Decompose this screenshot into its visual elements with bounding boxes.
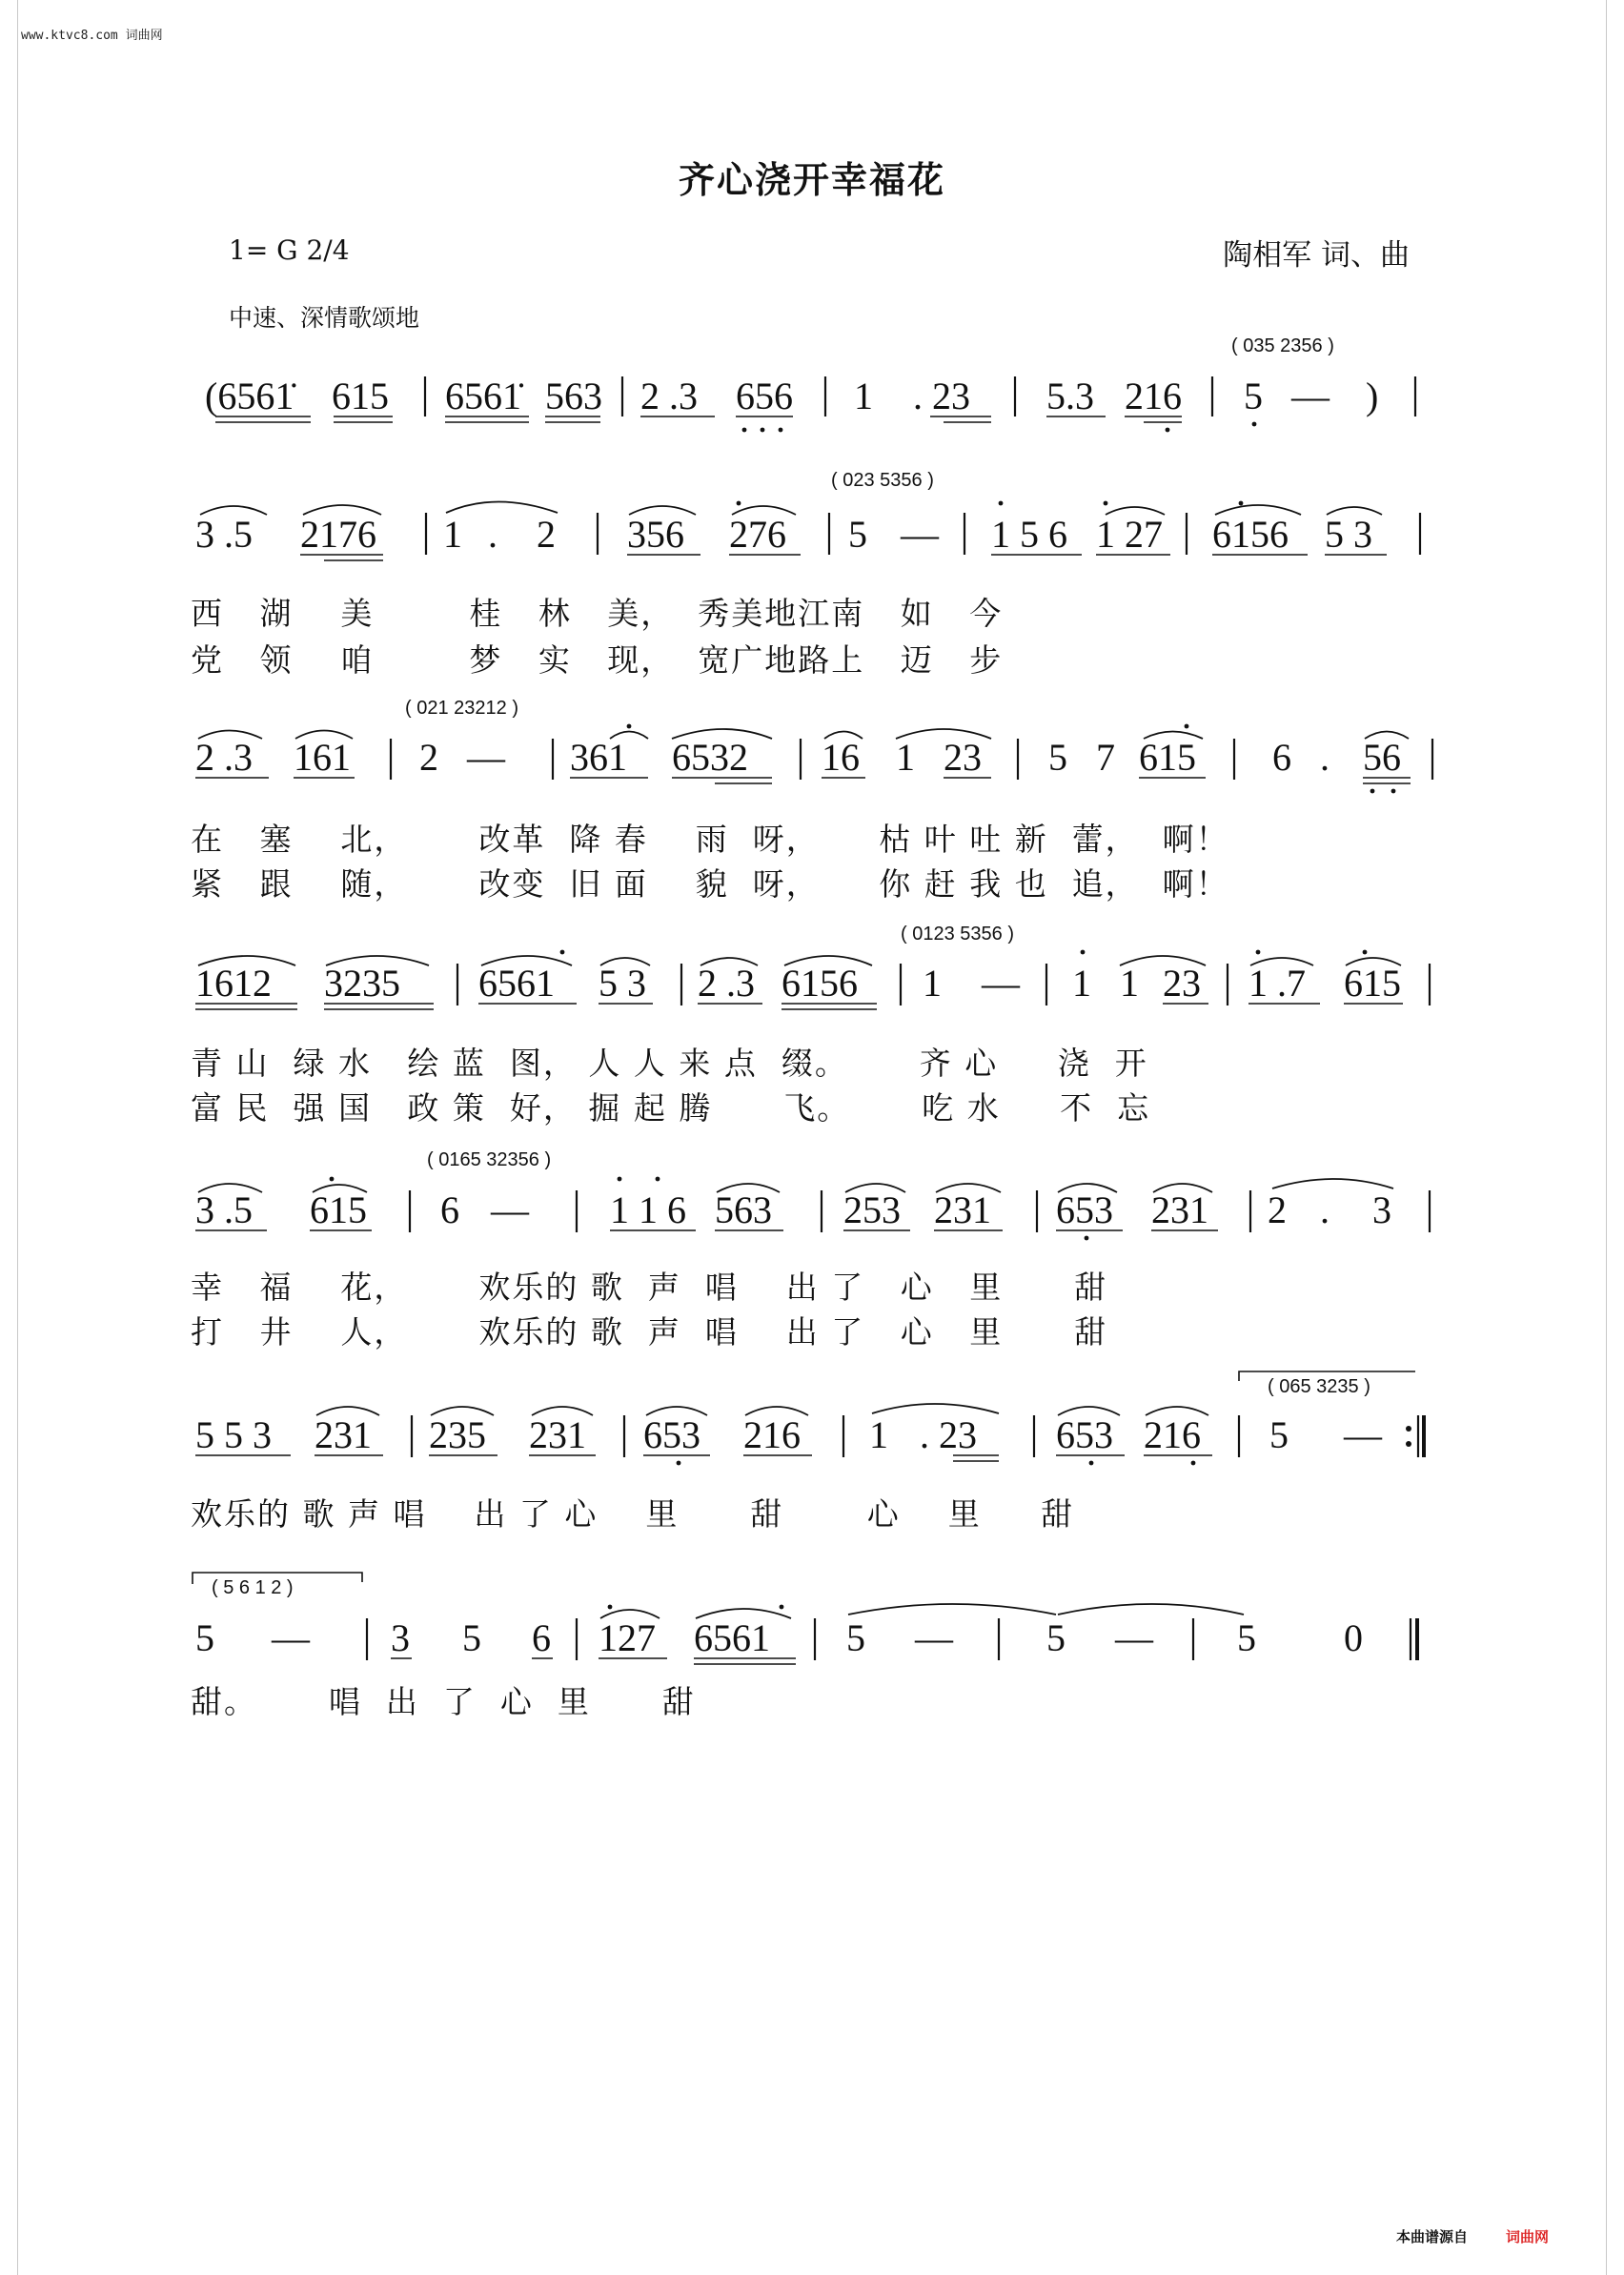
svg-text:2: 2	[1268, 1188, 1287, 1231]
svg-text:1 5 6: 1 5 6	[991, 513, 1067, 556]
score-system-7	[0, 1561, 1624, 1659]
svg-text:56: 56	[1363, 736, 1401, 779]
svg-text:5 3: 5 3	[1325, 513, 1372, 556]
svg-text:127: 127	[599, 1616, 656, 1659]
svg-text:2: 2	[419, 736, 438, 779]
svg-text:6156: 6156	[782, 962, 858, 1005]
svg-text:361: 361	[570, 736, 627, 779]
key-signature: 1= G 2/4	[229, 234, 350, 266]
svg-text:5 5 3: 5 5 3	[195, 1413, 272, 1456]
svg-text:23: 23	[1163, 962, 1201, 1005]
score-system-3-svg	[0, 686, 1624, 810]
footer-source	[1396, 2226, 1549, 2246]
footer-brand[interactable]: 词曲网	[1506, 2228, 1550, 2245]
svg-text:356: 356	[627, 513, 684, 556]
svg-text:5.3: 5.3	[1046, 375, 1094, 417]
svg-text:5: 5	[846, 1616, 865, 1659]
prelude-6: ( 065 3235 )	[1268, 1376, 1370, 1397]
svg-text:216: 216	[743, 1413, 801, 1456]
svg-text:3 .5: 3 .5	[195, 1188, 253, 1231]
svg-text:—: —	[1291, 375, 1330, 417]
lyrics-6-verse-1: 欢乐的 歌 声 唱 出 了 心 里 甜 心 里 甜	[191, 1495, 1075, 1533]
score-system-4-svg	[0, 910, 1624, 1034]
svg-text:1: 1	[443, 513, 462, 556]
svg-text:161: 161	[294, 736, 351, 779]
svg-text:5: 5	[848, 513, 867, 556]
svg-text:6: 6	[532, 1616, 551, 1659]
svg-text:1: 1	[1120, 962, 1139, 1005]
lyrics-3-verse-2: 紧 跟 随， 改变 旧 面 貌 呀， 你 赶 我 也 追， 啊！	[191, 865, 1229, 903]
svg-text:656: 656	[736, 375, 793, 417]
svg-text:—: —	[1115, 1616, 1153, 1659]
svg-text:653: 653	[1056, 1188, 1113, 1231]
svg-text:.: .	[1320, 1188, 1330, 1231]
svg-text:. 23: . 23	[920, 1413, 977, 1456]
score-system-1-svg	[0, 329, 1624, 443]
svg-text:563: 563	[545, 375, 602, 417]
svg-text:235: 235	[429, 1413, 486, 1456]
svg-text:1: 1	[1072, 962, 1091, 1005]
svg-text:6561: 6561	[694, 1616, 770, 1659]
score-system-2-svg	[0, 457, 1624, 581]
prelude-5: ( 0165 32356 )	[427, 1149, 552, 1170]
score-system-6-svg	[0, 1358, 1624, 1482]
svg-text:1: 1	[869, 1413, 888, 1456]
svg-text:—: —	[272, 1616, 310, 1659]
svg-text:6532: 6532	[672, 736, 748, 779]
svg-text:5 3: 5 3	[599, 962, 646, 1005]
svg-text:.: .	[1320, 736, 1330, 779]
svg-text:—: —	[491, 1188, 529, 1231]
svg-text:2 .3: 2 .3	[640, 375, 698, 417]
svg-text:615: 615	[310, 1188, 367, 1231]
svg-text:216: 216	[1144, 1413, 1201, 1456]
svg-text:6156: 6156	[1212, 513, 1289, 556]
svg-text:1: 1	[854, 375, 873, 417]
prelude-3: ( 021 23212 )	[405, 698, 518, 719]
svg-text:276: 276	[729, 513, 786, 556]
score-system-6	[0, 1358, 1624, 1456]
svg-text:—: —	[982, 962, 1020, 1005]
svg-text:—: —	[467, 736, 505, 779]
svg-text:231: 231	[529, 1413, 586, 1456]
lyrics-5-verse-2: 打 井 人， 欢乐的 歌 声 唱 出 了 心 里 甜	[191, 1313, 1108, 1351]
svg-text:615: 615	[1344, 962, 1401, 1005]
svg-text:. 23: . 23	[913, 375, 970, 417]
lyrics-4-verse-2: 富 民 强 国 政 策 好， 掘 起 腾 飞。 吃 水 不 忘	[191, 1089, 1151, 1127]
author-credit: 陶相军 词、曲	[1223, 238, 1410, 273]
svg-text:—: —	[1344, 1413, 1382, 1456]
svg-text:6: 6	[440, 1188, 459, 1231]
svg-text:5: 5	[1046, 1616, 1066, 1659]
svg-text:231: 231	[315, 1413, 372, 1456]
lyrics-2-verse-1: 西 湖 美 桂 林 美， 秀美地江南 如 今	[191, 595, 1004, 632]
lyrics-3-verse-1: 在 塞 北， 改革 降 春 雨 呀， 枯 叶 吐 新 蕾， 啊！	[191, 821, 1229, 858]
svg-text:): )	[1366, 375, 1379, 417]
site-header: www.ktvc8.com 词曲网	[21, 29, 163, 43]
score-system-3	[0, 686, 1624, 779]
svg-text:3 .5: 3 .5	[195, 513, 253, 556]
svg-text:—: —	[901, 513, 939, 556]
svg-text:3235: 3235	[324, 962, 400, 1005]
svg-text:2: 2	[537, 513, 556, 556]
lyrics-7-verse-1: 甜。 唱 出 了 心 里 甜	[191, 1683, 696, 1720]
lyrics-2-verse-2: 党 领 咱 梦 实 现， 宽广地路上 迈 步	[191, 641, 1004, 679]
svg-text:1: 1	[923, 962, 942, 1005]
prelude-1: ( 035 2356 )	[1231, 335, 1334, 356]
tempo-marking: 中速、深情歌颂地	[229, 304, 420, 332]
svg-text:0: 0	[1344, 1616, 1363, 1659]
score-system-4	[0, 910, 1624, 1005]
svg-text:5: 5	[462, 1616, 481, 1659]
svg-text:16: 16	[822, 736, 860, 779]
prelude-2: ( 023 5356 )	[831, 470, 934, 491]
score-system-1	[0, 329, 1624, 417]
score-system-5-svg	[0, 1139, 1624, 1263]
score-system-2	[0, 457, 1624, 556]
svg-text:231: 231	[1151, 1188, 1208, 1231]
svg-text:615: 615	[332, 375, 389, 417]
svg-text:563: 563	[715, 1188, 772, 1231]
svg-text:615: 615	[1139, 736, 1196, 779]
svg-text:1: 1	[896, 736, 915, 779]
svg-text:5: 5	[195, 1616, 214, 1659]
svg-text:23: 23	[944, 736, 982, 779]
svg-text:653: 653	[1056, 1413, 1113, 1456]
svg-text:7: 7	[1096, 736, 1115, 779]
svg-text:.: .	[488, 513, 497, 556]
svg-text:231: 231	[934, 1188, 991, 1231]
prelude-7: ( 5 6 1 2 )	[212, 1577, 294, 1598]
svg-text:1 27: 1 27	[1096, 513, 1163, 556]
lyrics-5-verse-1: 幸 福 花， 欢乐的 歌 声 唱 出 了 心 里 甜	[191, 1269, 1108, 1306]
svg-text:216: 216	[1125, 375, 1182, 417]
svg-text:6561̇: 6561̇	[445, 375, 521, 417]
svg-text:6: 6	[1272, 736, 1291, 779]
svg-text:3: 3	[1372, 1188, 1391, 1231]
svg-text:653: 653	[643, 1413, 700, 1456]
svg-text:(6561̇: (6561̇	[205, 375, 294, 417]
svg-text:1 .7: 1 .7	[1248, 962, 1306, 1005]
score-system-5	[0, 1139, 1624, 1231]
svg-text:1 1 6: 1 1 6	[610, 1188, 686, 1231]
svg-text:5: 5	[1269, 1413, 1289, 1456]
svg-text:3: 3	[391, 1616, 410, 1659]
prelude-4: ( 0123 5356 )	[901, 924, 1014, 945]
lyrics-4-verse-1: 青 山 绿 水 绘 蓝 图， 人 人 来 点 缀。 齐 心 浇 开	[191, 1045, 1148, 1082]
svg-text:253: 253	[843, 1188, 901, 1231]
svg-text:5: 5	[1244, 375, 1263, 417]
svg-text:2 .3: 2 .3	[195, 736, 253, 779]
svg-text:2 .3: 2 .3	[698, 962, 755, 1005]
svg-text:2176: 2176	[300, 513, 376, 556]
song-title: 齐心浇开幸福花	[678, 159, 945, 201]
svg-text:—: —	[915, 1616, 953, 1659]
svg-text:5: 5	[1237, 1616, 1256, 1659]
svg-text:6561: 6561	[478, 962, 555, 1005]
svg-text:1612: 1612	[195, 962, 272, 1005]
footer-source-label: 本曲谱源自	[1396, 2228, 1469, 2245]
score-system-7-svg	[0, 1561, 1624, 1685]
svg-text:5: 5	[1048, 736, 1067, 779]
